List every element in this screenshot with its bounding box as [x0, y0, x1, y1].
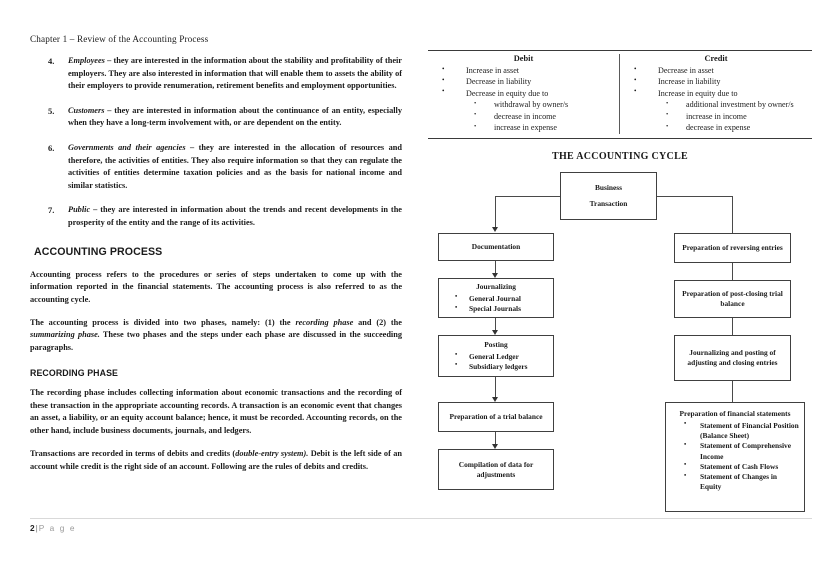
flow-box-label: Journalizing — [476, 281, 516, 291]
list-item: • Statement of Comprehensive Income — [670, 441, 800, 461]
list-item — [30, 105, 402, 130]
list-item-number: 5. — [48, 105, 55, 116]
flow-box-list — [443, 294, 549, 314]
flow-box-label: Compilation of data for adjustments — [458, 459, 534, 479]
chapter-header: Chapter 1 – Review of the Accounting Process — [30, 34, 209, 44]
list-item: • General Journal — [443, 294, 549, 304]
subsection-title-recording-phase: RECORDING PHASE — [30, 368, 119, 379]
list-item: • Special Journals — [443, 304, 549, 314]
list-item-term: Governments and their agencies — [68, 143, 186, 153]
flow-box-label: Journalizing and posting of adjusting and closing entries — [687, 348, 778, 367]
list-item: • Subsidiary ledgers — [443, 362, 549, 372]
connector-line — [732, 196, 733, 233]
paragraph-two-phases — [30, 317, 402, 354]
flow-box-financial-statements — [665, 402, 805, 512]
flow-box-line-1: Business — [594, 183, 623, 193]
connector-line — [495, 377, 496, 398]
list-item — [30, 142, 402, 192]
para2-part-c: and (2) the — [353, 318, 402, 328]
list-item: • Decrease in asset — [624, 65, 808, 76]
debit-heading: Debit — [513, 54, 534, 63]
flow-box-reversing-entries — [674, 233, 791, 263]
para2-part-e: These two phases and the steps under each phase are discussed in the succeeding paragraphs. — [30, 330, 403, 352]
para4-part-a: Transactions are recorded in terms of debits and credits ( — [30, 449, 236, 459]
list-item: • increase in income — [658, 111, 808, 122]
flow-box-compilation — [438, 449, 554, 490]
connector-line — [657, 196, 733, 197]
page-footer — [30, 518, 812, 533]
users-of-information-list — [30, 55, 402, 230]
list-item: • General Ledger — [443, 352, 549, 362]
para4-part-c: Debit is the left side of an account while credit is the right side of an account. Following are the rules of debits and credits. — [30, 449, 402, 471]
list-item-number: 4. — [48, 56, 55, 66]
credit-rules-list — [624, 65, 808, 134]
connector-line — [495, 196, 560, 197]
debit-column — [428, 54, 620, 134]
debit-credit-table — [428, 50, 812, 139]
list-item — [624, 88, 808, 134]
connector-line — [732, 318, 733, 335]
debit-sub-list — [466, 99, 615, 133]
list-item-label: Decrease in equity due to — [466, 88, 549, 98]
list-item: • decrease in expense — [658, 122, 808, 133]
credit-column — [620, 54, 812, 134]
list-item — [432, 88, 615, 134]
list-item-term: Employees — [68, 56, 105, 65]
list-item: • Increase in asset — [432, 65, 615, 76]
list-item: • withdrawal by owner/s — [466, 99, 615, 110]
footer-text — [30, 523, 812, 533]
list-item: • additional investment by owner/s — [658, 99, 808, 110]
right-column — [428, 50, 812, 162]
list-item-body: – they are interested in the allocation of resources and therefore, the activities of entities. They also require information so that they can regulate the activities of entities determine taxation policies and as the basis for national income and similar statistics. — [68, 143, 402, 190]
flow-box-post-closing-trial-balance — [674, 280, 791, 318]
paragraph-accounting-process: Accounting process refers to the procedures or series of steps undertaken to come up with the information reported in the financial statements. The accounting process is also referred to as the accounting cycle. — [30, 269, 402, 304]
list-item-body: – they are interested in information about the trends and recent developments in the prosperity of the entity and the range of its activities. — [68, 205, 402, 228]
list-item — [30, 204, 402, 229]
footer-separator: | — [35, 523, 38, 533]
flow-box-list — [443, 352, 549, 372]
flow-box-adjusting-closing — [674, 335, 791, 381]
flow-box-list — [670, 421, 800, 493]
list-item: • Statement of Financial Position (Balance Sheet) — [670, 421, 800, 441]
para4-emphasis-double-entry: double-entry system). — [235, 449, 309, 459]
connector-line — [732, 381, 733, 402]
connector-line — [732, 263, 733, 280]
paragraph-debits-credits — [30, 448, 402, 473]
flow-box-label: Posting — [484, 339, 508, 349]
flow-box-label: Documentation — [471, 242, 521, 251]
list-item: • Statement of Changes in Equity — [670, 472, 800, 492]
flow-box-label: Preparation of financial statements — [679, 409, 791, 418]
flow-box-trial-balance — [438, 402, 554, 432]
list-item-term: Public — [68, 205, 91, 215]
footer-page-word: P a g e — [38, 523, 77, 533]
para2-emphasis-recording: recording phase — [295, 318, 354, 328]
list-item: • increase in expense — [466, 122, 615, 133]
flow-box-line-2: Transaction — [589, 199, 628, 208]
list-item-number: 6. — [48, 143, 55, 154]
list-item: • Statement of Cash Flows — [670, 462, 800, 472]
list-item-label: Increase in equity due to — [658, 88, 738, 98]
flow-box-posting — [438, 335, 554, 377]
list-item-body: – they are interested in information about the continuance of an entity, especially when they have a long-term involvement with, or are dependent on the entity. — [68, 105, 402, 128]
debit-rules-list — [432, 65, 615, 134]
footer-page-number: 2 — [30, 523, 35, 533]
list-item-body: – they are interested in the information about the stability and profitability of their employers. They are also interested in information that will enable them to assets the ability of their employers to provide renumeration, retirement benefits and employment opportunities. — [68, 56, 402, 91]
accounting-cycle-flowchart — [428, 165, 818, 520]
list-item: • Increase in liability — [624, 76, 808, 87]
flow-box-documentation — [438, 233, 554, 261]
list-item: • decrease in income — [466, 111, 615, 122]
page-title: ACCOUNTING PROCESS — [34, 245, 163, 258]
left-column — [30, 55, 402, 484]
list-item-number: 7. — [48, 205, 55, 216]
connector-arrow — [492, 227, 498, 232]
flow-box-label: Preparation of a trial balance — [449, 412, 543, 421]
paragraph-recording-phase: The recording phase includes collecting information about economic transactions and the recording of these transaction in the appropriate accounting records. A transaction is an economic event that changes an asset, a liability, or an equity account balance; hence, it must be recorded. Accounting records, on the other hand, include business documents, journals, and ledgers. — [30, 388, 402, 435]
flow-box-journalizing — [438, 278, 554, 318]
credit-sub-list — [658, 99, 808, 133]
credit-heading: Credit — [704, 54, 728, 63]
connector-line — [495, 196, 496, 228]
list-item: • Decrease in liability — [432, 76, 615, 87]
flow-box-business-transaction — [560, 172, 657, 220]
flow-box-label: Preparation of reversing entries — [682, 243, 783, 252]
para2-part-a: The accounting process is divided into two phases, namely: (1) the — [30, 318, 296, 328]
list-item — [30, 55, 402, 93]
accounting-cycle-title: THE ACCOUNTING CYCLE — [551, 150, 689, 162]
flow-box-label: Preparation of post-closing trial balance — [682, 289, 783, 308]
footer-divider — [30, 518, 812, 519]
list-item-term: Customers — [68, 105, 105, 115]
para2-emphasis-summarizing: summarizing phase. — [30, 330, 100, 340]
